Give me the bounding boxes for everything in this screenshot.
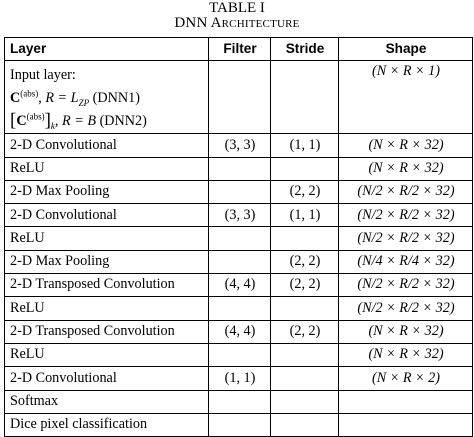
layer-cell: ReLU — [5, 227, 209, 250]
table-row — [5, 180, 473, 203]
stride-cell: (2, 2) — [271, 250, 339, 273]
shape-cell: (N × R × 32) — [339, 343, 473, 366]
filter-cell — [209, 227, 271, 250]
table-row — [5, 297, 473, 320]
header-row — [5, 38, 473, 61]
shape-cell: (N × R × 32) — [339, 320, 473, 343]
stride-cell — [271, 297, 339, 320]
architecture-table — [4, 37, 473, 437]
input-shape-cell: (N × R × 1) — [339, 61, 473, 134]
stride-cell — [271, 390, 339, 413]
layer-cell: 2-D Convolutional — [5, 367, 209, 390]
input-dnn2-eq: , R = B — [54, 113, 97, 130]
table-row — [5, 367, 473, 390]
filter-cell — [209, 180, 271, 203]
filter-cell: (4, 4) — [209, 320, 271, 343]
filter-cell — [209, 390, 271, 413]
input-dnn2-tag: (DNN2) — [99, 113, 147, 130]
filter-cell — [209, 250, 271, 273]
layer-cell: Dice pixel classification — [5, 413, 209, 436]
stride-cell: (1, 1) — [271, 134, 339, 157]
table-title: DNN Architecture — [174, 15, 300, 31]
filter-cell — [209, 413, 271, 436]
shape-cell — [339, 390, 473, 413]
shape-cell: (N/4 × R/4 × 32) — [339, 250, 473, 273]
table-row — [5, 204, 473, 227]
layer-cell: 2-D Convolutional — [5, 204, 209, 227]
input-dnn2-sup: (abs) — [26, 111, 45, 122]
right-bracket-glyph: ] — [44, 110, 51, 132]
stride-cell — [271, 413, 339, 436]
shape-cell: (N × R × 32) — [339, 134, 473, 157]
stride-cell — [271, 157, 339, 180]
stride-cell: (2, 2) — [271, 180, 339, 203]
header-shape: Shape — [339, 38, 473, 61]
input-row — [5, 61, 473, 134]
input-dnn1-eq: , R = L — [38, 90, 79, 107]
stride-cell — [271, 343, 339, 366]
table-row — [5, 157, 473, 180]
input-dnn1-symbol: C — [10, 90, 21, 107]
shape-cell — [339, 413, 473, 436]
shape-cell: (N/2 × R/2 × 32) — [339, 274, 473, 297]
shape-cell: (N × R × 2) — [339, 367, 473, 390]
input-dnn2-symbol: C — [16, 113, 27, 130]
stride-cell — [271, 367, 339, 390]
shape-cell: (N/2 × R/2 × 32) — [339, 180, 473, 203]
left-bracket-glyph: [ — [10, 110, 17, 132]
header-layer: Layer — [5, 38, 209, 61]
layer-cell: 2-D Max Pooling — [5, 180, 209, 203]
table-row — [5, 413, 473, 436]
table-row — [5, 274, 473, 297]
table-row — [5, 134, 473, 157]
layer-cell: ReLU — [5, 297, 209, 320]
stride-cell: (2, 2) — [271, 274, 339, 297]
filter-cell: (4, 4) — [209, 274, 271, 297]
filter-cell — [209, 157, 271, 180]
input-dnn2-line — [10, 110, 204, 133]
shape-cell: (N/2 × R/2 × 32) — [339, 297, 473, 320]
header-filter: Filter — [209, 38, 271, 61]
filter-cell: (3, 3) — [209, 204, 271, 227]
table-row — [5, 343, 473, 366]
layer-cell: ReLU — [5, 157, 209, 180]
input-filter-cell — [209, 61, 271, 134]
input-dnn1-tag: (DNN1) — [92, 90, 140, 107]
table-row — [5, 250, 473, 273]
table-row — [5, 320, 473, 343]
table-number: TABLE I — [209, 0, 265, 16]
input-dnn1-line — [10, 87, 204, 110]
layer-cell: Softmax — [5, 390, 209, 413]
input-dnn2-sub: k — [50, 121, 55, 132]
shape-cell: (N × R × 32) — [339, 157, 473, 180]
input-layer-cell — [5, 61, 209, 134]
filter-cell — [209, 343, 271, 366]
input-dnn1-sub: ZP — [78, 98, 90, 109]
layer-cell: 2-D Transposed Convolution — [5, 320, 209, 343]
layer-cell: 2-D Transposed Convolution — [5, 274, 209, 297]
layer-cell: ReLU — [5, 343, 209, 366]
filter-cell: (3, 3) — [209, 134, 271, 157]
table-row — [5, 390, 473, 413]
header-stride: Stride — [271, 38, 339, 61]
layer-cell: 2-D Max Pooling — [5, 250, 209, 273]
input-dnn1-sup: (abs) — [20, 88, 39, 99]
stride-cell — [271, 227, 339, 250]
table-row — [5, 227, 473, 250]
shape-cell: (N/2 × R/2 × 32) — [339, 227, 473, 250]
filter-cell — [209, 297, 271, 320]
input-layer-label: Input layer: — [10, 67, 76, 84]
layer-cell: 2-D Convolutional — [5, 134, 209, 157]
stride-cell: (1, 1) — [271, 204, 339, 227]
filter-cell: (1, 1) — [209, 367, 271, 390]
input-stride-cell — [271, 61, 339, 134]
shape-cell: (N/2 × R/2 × 32) — [339, 204, 473, 227]
stride-cell: (2, 2) — [271, 320, 339, 343]
